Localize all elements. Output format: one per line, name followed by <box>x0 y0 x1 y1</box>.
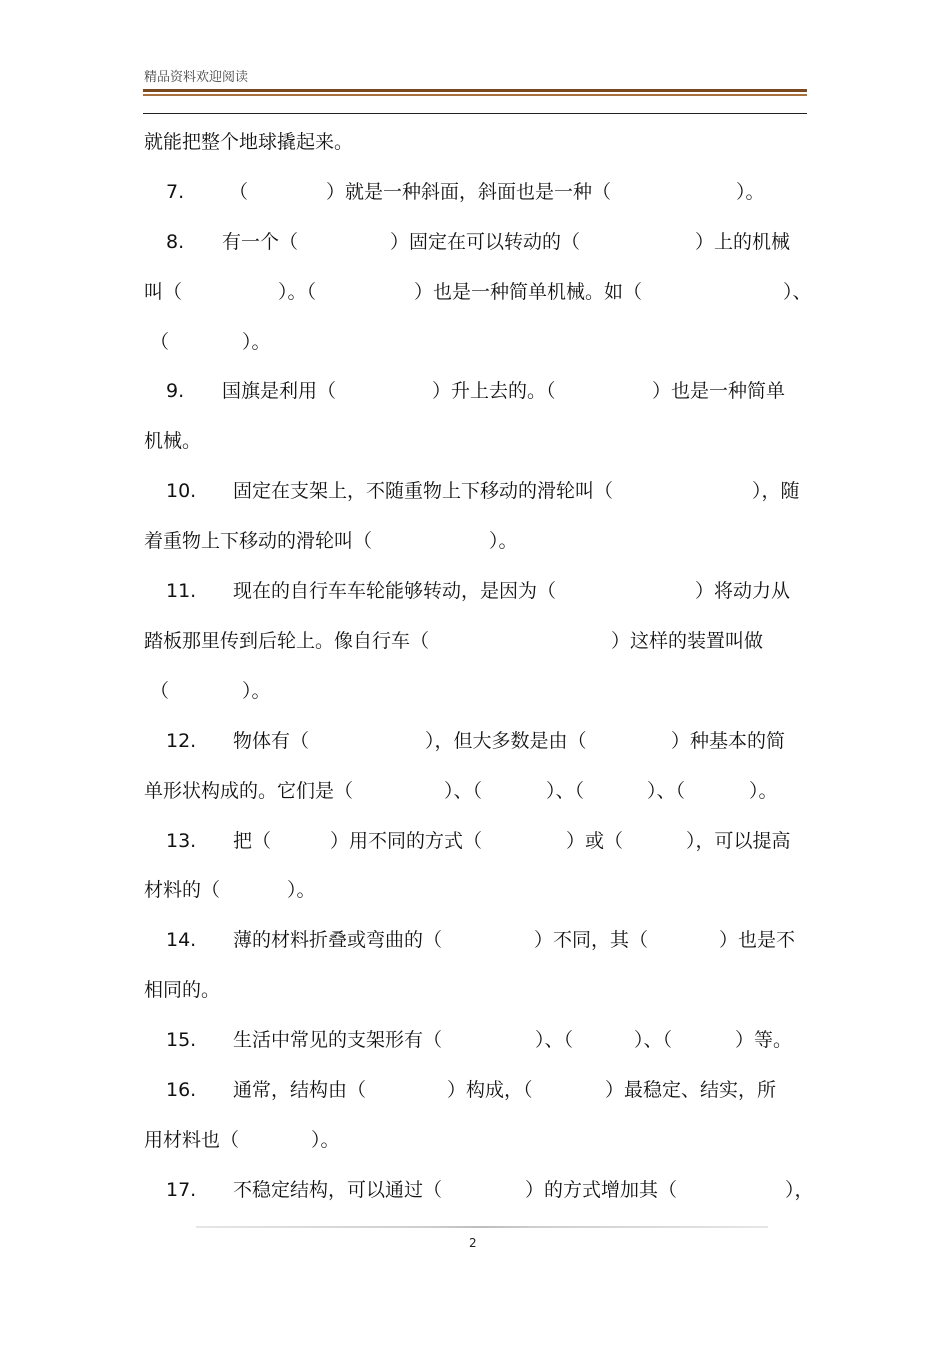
question-number: 14. <box>166 929 197 951</box>
text-line <box>0 975 950 1005</box>
text-line <box>0 776 950 806</box>
text-segment: 有一个（ <box>222 231 299 253</box>
text-segment: 国旗是利用（ <box>222 380 337 402</box>
text-segment: 用材料也（ <box>144 1129 240 1151</box>
question-number: 15. <box>166 1029 197 1051</box>
text-segment: ）。 <box>311 1129 340 1151</box>
text-segment: ）上的机械 <box>695 231 791 253</box>
text-line <box>0 1125 950 1155</box>
text-segment: （ <box>150 331 170 353</box>
text-segment: ）。（ <box>278 281 317 303</box>
text-segment: 材料的（ <box>144 879 221 901</box>
text-segment: 单形状构成的。它们是（ <box>144 780 354 802</box>
question-number: 9. <box>166 380 185 402</box>
text-line <box>0 676 950 706</box>
text-segment: ）升上去的。（ <box>432 380 556 402</box>
question-7 <box>0 177 950 207</box>
text-line <box>0 277 950 307</box>
question-number: 16. <box>166 1079 197 1101</box>
footer-rule <box>196 1226 768 1228</box>
text-line <box>0 426 950 456</box>
text-segment: ）或（ <box>566 830 624 852</box>
text-segment: 不稳定结构，可以通过（ <box>233 1179 443 1201</box>
text-segment: ），但大多数是由（ <box>425 730 587 752</box>
text-segment: ）、 <box>783 281 812 303</box>
text-segment: ）就是一种斜面，斜面也是一种（ <box>326 181 612 203</box>
text-line <box>0 327 950 357</box>
text-segment: ）、（ <box>535 1029 574 1051</box>
text-segment: 就能把整个地球撬起来。 <box>144 131 354 153</box>
text-segment: ）。 <box>287 879 316 901</box>
question-number: 13. <box>166 830 197 852</box>
question-14 <box>0 925 950 955</box>
text-segment: ）等。 <box>735 1029 793 1051</box>
text-segment: ），可以提高 <box>686 830 791 852</box>
text-segment: ）固定在可以转动的（ <box>390 231 581 253</box>
question-number: 7. <box>166 181 185 203</box>
question-16 <box>0 1075 950 1105</box>
question-17 <box>0 1175 950 1205</box>
question-number: 11. <box>166 580 197 602</box>
header-rule-thin <box>143 113 807 114</box>
text-segment: ）。 <box>242 680 271 702</box>
text-segment: 生活中常见的支架形有（ <box>233 1029 443 1051</box>
question-10 <box>0 476 950 506</box>
question-number: 10. <box>166 480 197 502</box>
text-segment: ）将动力从 <box>695 580 791 602</box>
text-segment: 薄的材料折叠或弯曲的（ <box>233 929 443 951</box>
text-segment: 物体有（ <box>233 730 310 752</box>
question-13 <box>0 826 950 856</box>
header-rule-thick <box>143 89 807 92</box>
text-segment: ）构成，（ <box>447 1079 533 1101</box>
text-segment: 相同的。 <box>144 979 221 1001</box>
text-line <box>0 526 950 556</box>
text-segment: 机械。 <box>144 430 202 452</box>
text-segment: ）这样的装置叫做 <box>611 630 764 652</box>
text-segment: ）、（ <box>634 1029 673 1051</box>
question-15 <box>0 1025 950 1055</box>
text-segment: ）， <box>785 1179 814 1201</box>
text-segment: 着重物上下移动的滑轮叫（ <box>144 530 373 552</box>
question-9 <box>0 376 950 406</box>
question-11 <box>0 576 950 606</box>
text-segment: ）不同，其（ <box>534 929 649 951</box>
page-header-text: 精品资料欢迎阅读 <box>144 70 249 85</box>
text-segment: 通常，结构由（ <box>233 1079 367 1101</box>
text-segment: ）。 <box>736 181 765 203</box>
text-segment: （ <box>150 680 170 702</box>
text-segment: ）。 <box>489 530 518 552</box>
text-segment: 现在的自行车车轮能够转动，是因为（ <box>233 580 557 602</box>
text-line <box>0 127 950 157</box>
text-segment: ）、（ <box>546 780 585 802</box>
text-segment: （ <box>229 181 249 203</box>
text-segment: ）也是一种简单机械。如（ <box>414 281 643 303</box>
page-number: 2 <box>469 1236 477 1250</box>
question-12 <box>0 726 950 756</box>
text-segment: 把（ <box>233 830 272 852</box>
text-segment: ）。 <box>749 780 778 802</box>
question-number: 8. <box>166 231 185 253</box>
text-line <box>0 626 950 656</box>
text-segment: 叫（ <box>144 281 183 303</box>
text-segment: 固定在支架上，不随重物上下移动的滑轮叫（ <box>233 480 614 502</box>
text-segment: 踏板那里传到后轮上。像自行车（ <box>144 630 430 652</box>
text-segment: ），随 <box>752 480 800 502</box>
text-segment: ）也是不 <box>719 929 796 951</box>
text-segment: ）用不同的方式（ <box>330 830 483 852</box>
question-number: 12. <box>166 730 197 752</box>
question-number: 17. <box>166 1179 197 1201</box>
question-8 <box>0 227 950 257</box>
text-segment: ）、（ <box>647 780 686 802</box>
text-segment: ）也是一种简单 <box>652 380 786 402</box>
text-line <box>0 875 950 905</box>
header-rule-accent <box>143 94 807 96</box>
text-segment: ）种基本的简 <box>671 730 786 752</box>
text-segment: ）的方式增加其（ <box>525 1179 678 1201</box>
text-segment: ）。 <box>242 331 271 353</box>
text-segment: ）最稳定、结实，所 <box>605 1079 777 1101</box>
text-segment: ）、（ <box>444 780 483 802</box>
